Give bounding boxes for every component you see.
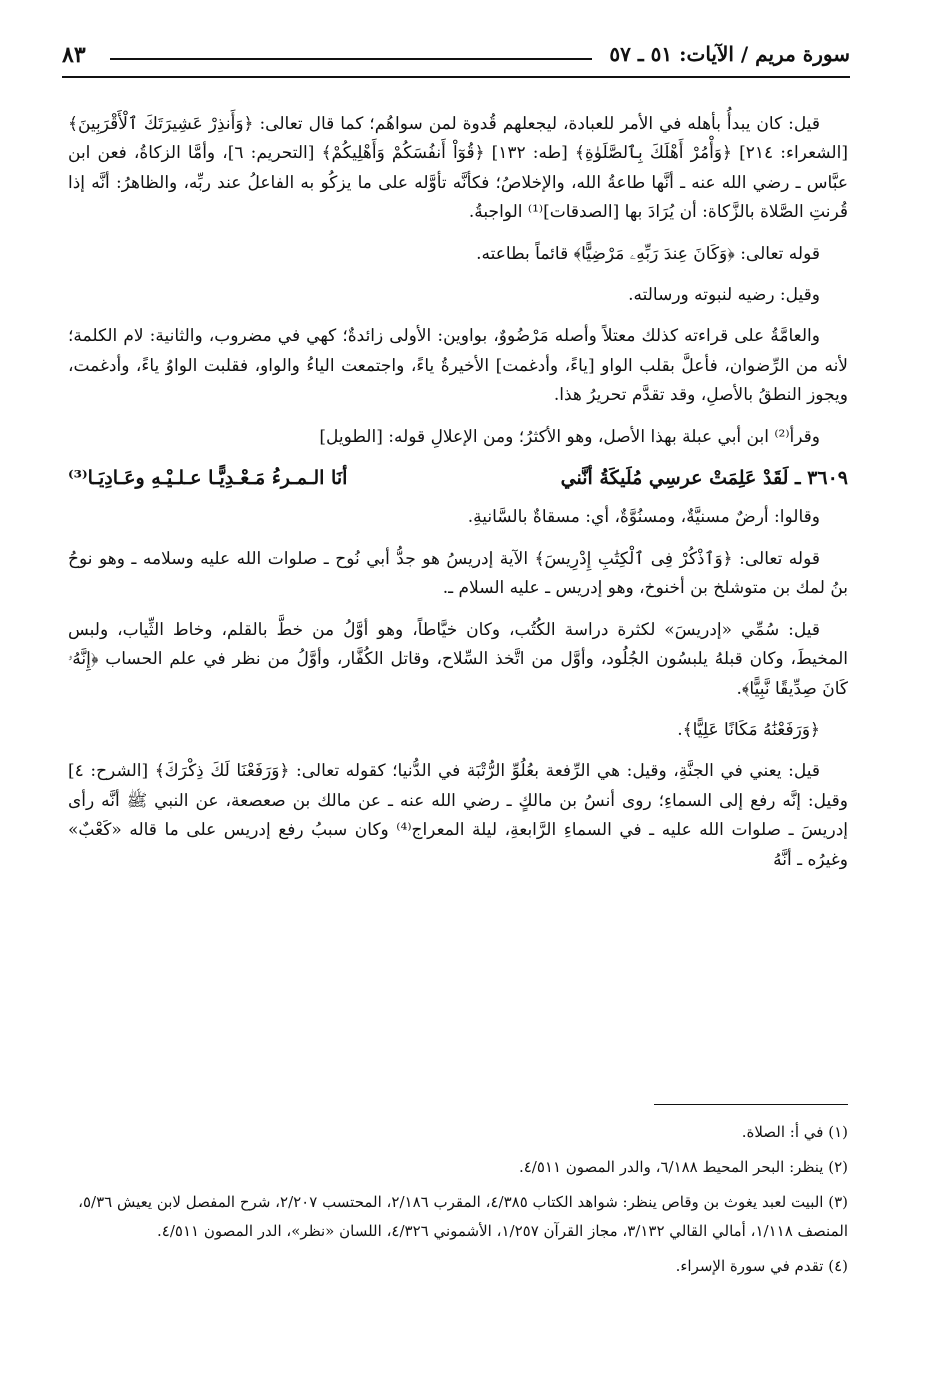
header-rule [110,58,592,60]
footnote-2: (٢) ينظر: البحر المحيط ٦/١٨٨، والدر المصون ٤/٥١١. [518,1158,848,1176]
quran-verse-raised: ﴿وَرَفَعْنَٰهُ مَكَانًا عَلِيًّا﴾. [677,719,820,740]
footnotes [68,1118,848,1287]
paragraph-pleasing-lord: قوله تعالى: ﴿وَكَانَ عِندَ رَبِّهِۦ مَرْضِيًّا﴾ قائماً بطاعته. [476,243,820,264]
paragraph-irrigated-land: وقالوا: أرضٌ مسنيَّةٌ، ومسنُوَّةٌ، أي: مسقاةٌ بالسَّانيةِ. [467,507,820,528]
footnote-4: (٤) تقدم في سورة الإسراء. [675,1257,848,1275]
main-text [68,110,848,887]
footnote-1: (١) في أ: الصلاة. [741,1123,848,1141]
verse-number: ٣٦٠٩ [807,467,848,490]
verse-first-hemistich [561,464,848,493]
paragraph-family-prayer: قيل: كان يبدأُ بأهله في الأمر للعبادة، ليجعلهم قُدوة لمن سواهُم؛ كما قال تعالى: ﴿وَأَنذِرْ عَشِيرَتَكَ ٱلْأَقْرَبِينَ﴾ [الشعراء: ٢١٤] ﴿وَأْمُرْ أَهْلَكَ بِٱلصَّلَوٰةِ﴾ [طه: ١٣٢] ﴿قُوٓاْ أَنفُسَكُمْ وَأَهْلِيكُمْ﴾ [التحريم: ٦]، وأمَّا الزكاةُ، فعن ابن عبَّاس ـ رضي الله عنه ـ أنَّها طاعةُ الله، والإخلاصُ؛ فكأنَّه تأوَّله على ما يزكُو به الفاعلُ عند ربِّه، والظاهرُ: أنَّه إذا قُرنتِ الصَّلاة بالزَّكاة: أن يُرَادَ بها [الصدقات]⁽¹⁾ الواجبةُ. [68,114,848,223]
paragraph-morphology: والعامَّةُ على قراءته كذلك معتلاً وأصله مَرْضُووٌ، بواوين: الأولى زائدةٌ؛ كهي في مضروب، والثانية: لام الكلمة؛ لأنه من الرِّضوان، فأعلَّ بقلب الواو [ياءً، وأدغمت] الأخيرةُ ياءً، واجتمعت الياءُ والواو، فقلبت الواوُ ياءً، وأدغمت، ويجوز النطقُ بالأصلِ، وقد تقدَّم تحريرُ هذا. [68,326,848,406]
verse-second-hemistich: أنَا الـمـرءُ مَـعْـدِيًّـا عـلـيْـهِ وعَـادِيَـا⁽³⁾ [68,467,348,490]
paragraph-elevation: قيل: يعني في الجنَّةِ، وقيل: هي الرِّفعة بعُلُوِّ الرُّتْبَة في الدُّنيا؛ كقوله تعالى: ﴿وَرَفَعْنَا لَكَ ذِكْرَكَ﴾ [الشرح: ٤] وقيل: إنَّه رفع إلى السماءِ؛ روى أنسُ بن مالكٍ ـ رضي الله عنه ـ عن مالك بن صعصعة، عن النبي ﷺ أنَّه رأى إدريسَ ـ صلوات الله عليه ـ في السماءِ الرَّابعةِ، ليلة المعراج⁽⁴⁾ وكان سببُ رفع إدريس على ما قاله «كَعْبٌ» وغيرُه ـ أنَّهُ [68,761,848,870]
poetry-verse [68,464,848,493]
verse-first-hemistich-text: ـ لَقَدْ عَلِمَتْ عرسِي مُلَيكَةُ أنَّني [560,467,801,490]
paragraph-idris-naming: قيل: سُمِّي «إدريسَ» لكثرة دراسة الكُتُب، وكان خيَّاطاً، وهو أوَّلُ من خطَّ بالقلم، وخاط الثِّياب، ولبس المخيطَ، وكان قبلهُ يلبسُون الجُلُود، وأوَّل من اتَّخذ السِّلاح، وقاتل الكُفَّار، وأوَّلُ من نظر في علم الحساب ﴿إِنَّهُۥ كَانَ صِدِّيقًا نَّبِيًّا﴾. [68,619,848,699]
running-header [62,36,850,78]
paragraph-prophethood: وقيل: رضيه لنبوته ورسالته. [628,285,820,306]
header-title: سورة مريم / الآيات: ٥١ ـ ٥٧ [609,42,850,66]
footnote-separator [654,1104,848,1105]
paragraph-idris: قوله تعالى: ﴿وَٱذْكُرْ فِى ٱلْكِتَٰبِ إِدْرِيسَ﴾ الآية إدريسُ هو جدُّ أبي نُوح ـ صلوات الله عليه وسلامه ـ وهو نوحُ بنُ لمك بن متوشلخ بن أخنوخ، وهو إدريس ـ عليه السلام ـ. [68,548,848,599]
footnote-3: (٣) البيت لعبد يغوث بن وقاص ينظر: شواهد الكتاب ٤/٣٨٥، المقرب ٢/١٨٦، المحتسب ٢/٢٠٧، شرح المفصل لابن يعيش ٥/٣٦، المنصف ١/١١٨، أمالي القالي ٣/١٣٢، مجاز القرآن ١/٢٥٧، الأشموني ٤/٣٢٦، اللسان «نظر»، الدر المصون ٤/٥١١. [78,1193,848,1240]
page-number: ٨٣ [62,42,86,68]
paragraph-reading: وقرأ⁽²⁾ ابن أبي عبلة بهذا الأصل، وهو الأكثرُ؛ ومن الإعلالِ قوله: [الطويل] [319,426,820,447]
